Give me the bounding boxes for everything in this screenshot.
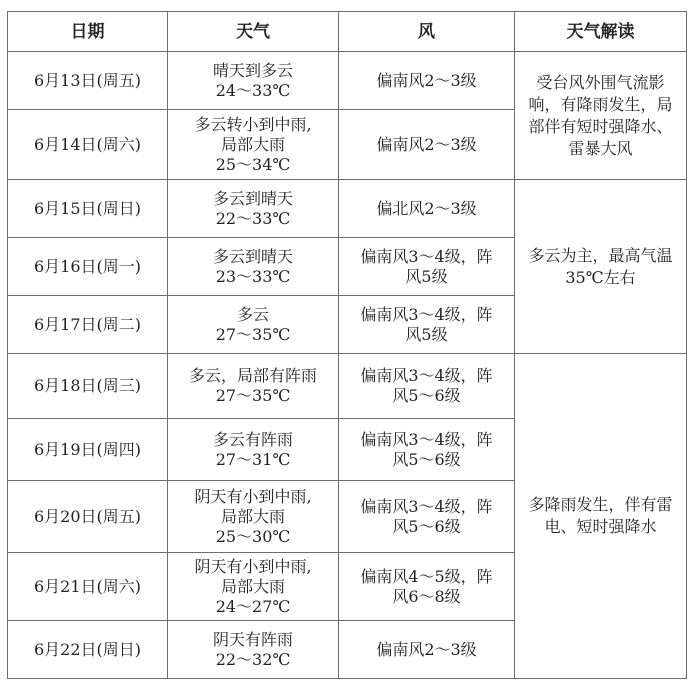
- date-cell: 6月15日(周日): [8, 180, 168, 238]
- wind-cell: 偏南风2～3级: [339, 110, 515, 180]
- forecast-table-container: [7, 11, 687, 679]
- header-interpretation: 天气解读: [515, 12, 687, 52]
- date-cell: 6月20日(周五): [8, 481, 168, 553]
- wind-cell: 偏南风3～4级，阵 风5级: [339, 238, 515, 296]
- weather-cell: 多云，局部有阵雨 27～35℃: [168, 354, 339, 419]
- wind-cell: 偏南风3～4级，阵 风5级: [339, 296, 515, 354]
- weather-cell: 阴天有小到中雨, 局部大雨 24～27℃: [168, 553, 339, 621]
- wind-cell: 偏南风3～4级，阵 风5～6级: [339, 354, 515, 419]
- table-row: [8, 354, 687, 419]
- date-cell: 6月13日(周五): [8, 52, 168, 110]
- date-cell: 6月18日(周三): [8, 354, 168, 419]
- weather-cell: 多云到晴天 22～33℃: [168, 180, 339, 238]
- header-date: 日期: [8, 12, 168, 52]
- wind-cell: 偏南风3～4级，阵 风5～6级: [339, 481, 515, 553]
- weather-cell: 多云到晴天 23～33℃: [168, 238, 339, 296]
- wind-cell: 偏南风3～4级，阵 风5～6级: [339, 419, 515, 481]
- date-cell: 6月17日(周二): [8, 296, 168, 354]
- weather-cell: 阴天有阵雨 22～32℃: [168, 621, 339, 679]
- header-row: [8, 12, 687, 52]
- interpretation-cell: 受台风外围气流影响，有降雨发生，局部伴有短时强降水、雷暴大风: [515, 52, 687, 180]
- header-wind: 风: [339, 12, 515, 52]
- date-cell: 6月14日(周六): [8, 110, 168, 180]
- wind-cell: 偏南风2～3级: [339, 52, 515, 110]
- table-row: [8, 180, 687, 238]
- weather-cell: 晴天到多云 24～33℃: [168, 52, 339, 110]
- weather-cell: 多云有阵雨 27～31℃: [168, 419, 339, 481]
- date-cell: 6月19日(周四): [8, 419, 168, 481]
- weather-cell: 阴天有小到中雨, 局部大雨 25～30℃: [168, 481, 339, 553]
- interpretation-cell: 多降雨发生，伴有雷电、短时强降水: [515, 354, 687, 679]
- date-cell: 6月22日(周日): [8, 621, 168, 679]
- date-cell: 6月16日(周一): [8, 238, 168, 296]
- weather-cell: 多云 27～35℃: [168, 296, 339, 354]
- header-weather: 天气: [168, 12, 339, 52]
- interpretation-cell: 多云为主，最高气温35℃左右: [515, 180, 687, 354]
- weather-cell: 多云转小到中雨, 局部大雨 25～34℃: [168, 110, 339, 180]
- weather-forecast-table: [7, 11, 687, 679]
- date-cell: 6月21日(周六): [8, 553, 168, 621]
- wind-cell: 偏南风2～3级: [339, 621, 515, 679]
- wind-cell: 偏南风4～5级，阵 风6～8级: [339, 553, 515, 621]
- wind-cell: 偏北风2～3级: [339, 180, 515, 238]
- table-row: [8, 52, 687, 110]
